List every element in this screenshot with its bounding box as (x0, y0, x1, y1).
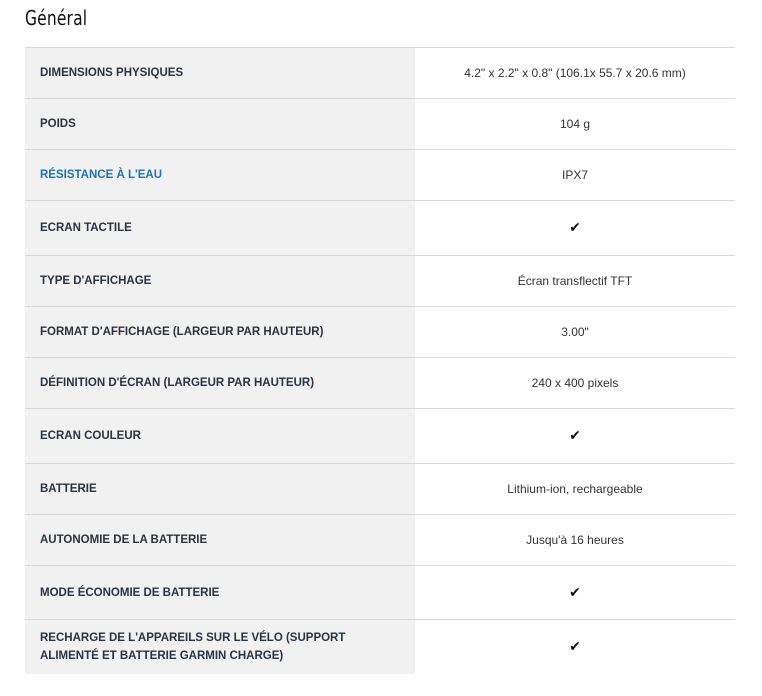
spec-label: DIMENSIONS PHYSIQUES (25, 48, 415, 99)
checkmark-icon: ✔ (569, 428, 581, 444)
spec-row-battery-life (25, 515, 735, 566)
spec-row-touchscreen (25, 201, 735, 256)
spec-value: Jusqu'à 16 heures (526, 533, 624, 547)
spec-row-display-resolution (25, 358, 735, 409)
spec-label: FORMAT D'AFFICHAGE (LARGEUR PAR HAUTEUR) (25, 307, 415, 358)
spec-value: IPX7 (561, 168, 588, 182)
spec-value: Écran transflectif TFT (517, 274, 633, 288)
spec-row-display-type (25, 256, 735, 307)
spec-value: Lithium-ion, rechargeable (507, 482, 643, 496)
spec-row-weight (25, 99, 735, 150)
spec-label: POIDS (25, 99, 415, 150)
checkmark-icon: ✔ (569, 584, 581, 601)
checkmark-icon: ✔ (569, 220, 581, 236)
spec-label: BATTERIE (25, 464, 415, 515)
spec-row-battery-save-mode (25, 566, 735, 620)
spec-label: ECRAN COULEUR (25, 409, 415, 464)
spec-label: AUTONOMIE DE LA BATTERIE (25, 515, 415, 566)
spec-row-color-display (25, 409, 735, 464)
spec-value: 104 g (559, 117, 591, 131)
spec-row-battery (25, 464, 735, 515)
spec-label: ECRAN TACTILE (25, 201, 415, 256)
water-resistance-link[interactable]: RÉSISTANCE À L'EAU (25, 150, 415, 201)
spec-row-water-resistance (25, 150, 735, 201)
spec-row-display-size (25, 307, 735, 358)
spec-label: RECHARGE DE L'APPAREILS SUR LE VÉLO (SUPPORT ALIMENTÉ ET BATTERIE GARMIN CHARGE) (25, 620, 415, 675)
spec-value: 4.2" x 2.2" x 0.8" (106.1x 55.7 x 20.6 mm) (464, 66, 686, 80)
spec-value: 3.00" (561, 325, 589, 339)
spec-value: 240 x 400 pixels (531, 376, 619, 390)
checkmark-icon: ✔ (569, 639, 581, 655)
spec-label: TYPE D'AFFICHAGE (25, 256, 415, 307)
spec-label: DÉFINITION D'ÉCRAN (LARGEUR PAR HAUTEUR) (25, 358, 415, 409)
specs-table (25, 47, 735, 674)
spec-row-bike-charging (25, 620, 735, 675)
spec-label: MODE ÉCONOMIE DE BATTERIE (25, 566, 415, 620)
section-title: Général (25, 6, 88, 30)
spec-row-dimensions (25, 48, 735, 99)
